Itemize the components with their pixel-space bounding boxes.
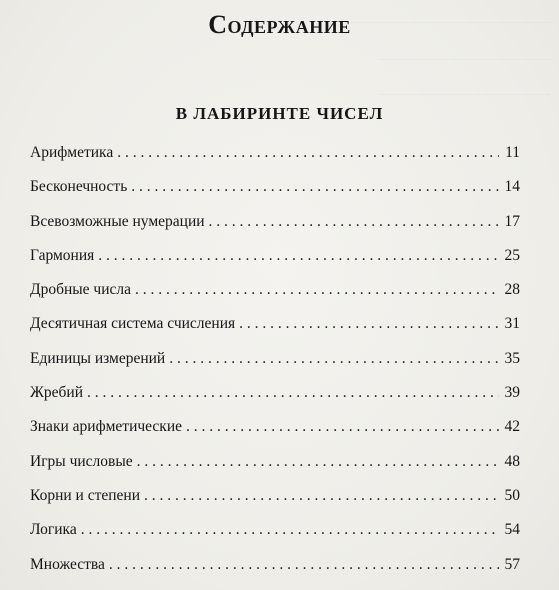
- toc-entry-page: 35: [504, 349, 520, 367]
- toc-entry-title: Единицы измерений: [30, 349, 166, 367]
- toc-entry-title: Десятичная система счисления: [30, 315, 236, 333]
- toc-entry[interactable]: [30, 417, 520, 451]
- dot-leader: [239, 314, 498, 334]
- page-title: Содержание: [208, 10, 351, 39]
- section-title: В ЛАБИРИНТЕ ЧИСЕЛ: [175, 104, 384, 123]
- dot-leader: [186, 417, 498, 437]
- toc-entry-page: 14: [504, 178, 520, 196]
- toc-entry[interactable]: [30, 246, 520, 280]
- toc-entry-page: 48: [504, 452, 520, 470]
- toc-entry-title: Игры числовые: [30, 452, 133, 470]
- toc-entry[interactable]: [30, 452, 520, 486]
- toc-entry-page: 31: [504, 315, 520, 333]
- toc-entry-title: Логика: [30, 521, 77, 539]
- dot-leader: [98, 246, 498, 266]
- toc-entry[interactable]: [30, 177, 520, 211]
- toc-entry-page: 57: [504, 555, 520, 573]
- toc-entry[interactable]: [30, 314, 520, 348]
- dot-leader: [137, 452, 499, 472]
- toc-entry[interactable]: [30, 555, 520, 589]
- toc-entry-title: Бесконечность: [30, 178, 128, 196]
- toc-entry-page: 54: [504, 521, 520, 539]
- toc-entry[interactable]: [30, 486, 520, 520]
- toc-entry-title: Гармония: [30, 246, 95, 264]
- toc-entry[interactable]: [30, 143, 520, 177]
- dot-leader: [135, 280, 498, 300]
- toc-entry-title: Жребий: [30, 384, 83, 402]
- toc-entry-page: 42: [504, 418, 520, 436]
- toc-entry-title: Всевозможные нумерации: [30, 212, 205, 230]
- toc-entry-page: 28: [504, 281, 520, 299]
- dot-leader: [131, 177, 498, 197]
- toc-entry-page: 50: [504, 486, 520, 504]
- toc-entry[interactable]: [30, 280, 520, 314]
- dot-leader: [209, 212, 499, 232]
- toc-entry-title: Знаки арифметические: [30, 418, 183, 436]
- toc-entry[interactable]: [30, 212, 520, 246]
- dot-leader: [81, 520, 499, 540]
- table-of-contents: [30, 143, 520, 589]
- toc-entry[interactable]: [30, 349, 520, 383]
- toc-entry-page: 17: [504, 212, 520, 230]
- dot-leader: [109, 555, 499, 575]
- toc-entry-page: 11: [505, 144, 520, 161]
- toc-entry[interactable]: [30, 383, 520, 417]
- toc-entry-title: Арифметика: [30, 144, 114, 161]
- toc-entry-title: Дробные числа: [30, 281, 132, 299]
- dot-leader: [87, 383, 499, 403]
- toc-entry-page: 25: [504, 246, 520, 264]
- toc-entry[interactable]: [30, 520, 520, 554]
- toc-entry-title: Множества: [30, 555, 105, 573]
- reverse-side-bleed: [380, 45, 550, 60]
- toc-entry-page: 39: [504, 384, 520, 402]
- toc-entry-title: Корни и степени: [30, 486, 140, 504]
- dot-leader: [144, 486, 499, 506]
- dot-leader: [169, 349, 498, 369]
- reverse-side-bleed: [380, 80, 550, 95]
- dot-leader: [117, 143, 499, 163]
